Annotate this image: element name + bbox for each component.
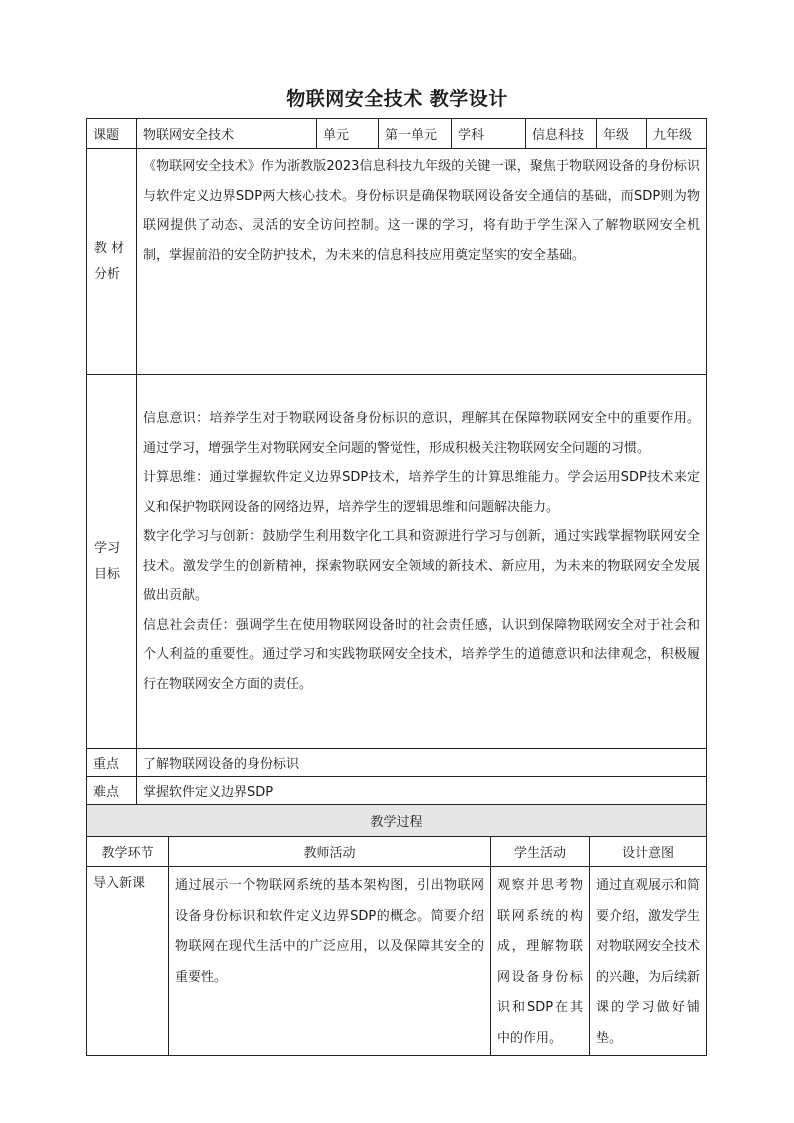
student-activity-cell: 观察并思考物联网系统的构成，理解物联网设备身份标识和SDP在其中的作用。: [491, 867, 590, 1056]
col-header-stage: 教学环节: [87, 837, 169, 867]
col-header-teacher: 教师活动: [169, 837, 491, 867]
objectives-cell: [137, 375, 707, 749]
objectives-label: [87, 375, 137, 749]
subject-value: 信息科技: [526, 119, 597, 149]
topic-label: 课题: [87, 119, 137, 149]
page-title: 物联网安全技术 教学设计: [286, 88, 508, 110]
difficulty-row: [87, 777, 707, 805]
objectives-row: [87, 375, 707, 749]
keypoint-value: 了解物联网设备的身份标识: [137, 749, 707, 777]
topic-value: 物联网安全技术: [137, 119, 317, 149]
objective-item: 信息意识：培养学生对于物联网设备身份标识的意识，理解其在保障物联网安全中的重要作用。通过学习，增强学生对物联网安全问题的警觉性，形成积极关注物联网安全问题的习惯。: [143, 411, 700, 456]
analysis-label-line2: 分析: [94, 266, 121, 282]
objective-item: 信息社会责任：强调学生在使用物联网设备时的社会责任感，认识到保障物联网安全对于社会和个人利益的重要性。通过学习和实践物联网安全技术，培养学生的道德意识和法律观念，积极履行在物联网安全方面的责任。: [143, 617, 700, 692]
objectives-label-line2: 目标: [94, 566, 121, 582]
analysis-cell: [137, 149, 707, 375]
col-header-intent: 设计意图: [590, 837, 707, 867]
analysis-label: [87, 149, 137, 375]
difficulty-label: 难点: [87, 777, 137, 805]
analysis-text: 《物联网安全技术》作为浙教版2023信息科技九年级的关键一课，聚焦于物联网设备的身份标识与软件定义边界SDP两大核心技术。身份标识是确保物联网设备安全通信的基础，而SDP则为物联网提供了动态、灵活的安全访问控制。这一课的学习，将有助于学生深入了解物联网安全机制，掌握前沿的安全防护技术，为未来的信息科技应用奠定坚实的安全基础。: [143, 159, 700, 263]
objectives-label-line1: 学习: [94, 540, 121, 556]
unit-value: 第一单元: [379, 119, 452, 149]
keypoint-label: 重点: [87, 749, 137, 777]
subject-label: 学科: [452, 119, 526, 149]
design-intent-cell: 通过直观展示和简要介绍，激发学生对物联网安全技术的兴趣，为后续新课的学习做好铺垫。: [590, 867, 707, 1056]
process-table: [86, 804, 707, 1056]
process-row: [87, 867, 707, 1056]
keypoint-row: [87, 749, 707, 777]
process-title: 教学过程: [87, 805, 707, 837]
difficulty-value: 掌握软件定义边界SDP: [137, 777, 707, 805]
objective-item: 数字化学习与创新：鼓励学生利用数字化工具和资源进行学习与创新，通过实践掌握物联网安全技术。激发学生的创新精神，探索物联网安全领域的新技术、新应用，为未来的物联网安全发展做出贡献。: [143, 529, 700, 603]
header-row: [87, 119, 707, 149]
stage-cell: 导入新课: [87, 867, 169, 1056]
grade-value: 九年级: [647, 119, 707, 149]
process-header-row: [87, 837, 707, 867]
teacher-activity-cell: 通过展示一个物联网系统的基本架构图，引出物联网设备身份标识和软件定义边界SDP的概念。简要介绍物联网在现代生活中的广泛应用，以及保障其安全的重要性。: [169, 867, 491, 1056]
process-title-row: [87, 805, 707, 837]
analysis-row: [87, 149, 707, 375]
info-table: [86, 118, 707, 805]
grade-label: 年级: [597, 119, 647, 149]
objective-item: 计算思维：通过掌握软件定义边界SDP技术，培养学生的计算思维能力。学会运用SDP技术来定义和保护物联网设备的网络边界，培养学生的逻辑思维和问题解决能力。: [143, 470, 700, 515]
unit-label: 单元: [317, 119, 379, 149]
col-header-student: 学生活动: [491, 837, 590, 867]
analysis-label-line1: 教 材: [94, 240, 125, 256]
